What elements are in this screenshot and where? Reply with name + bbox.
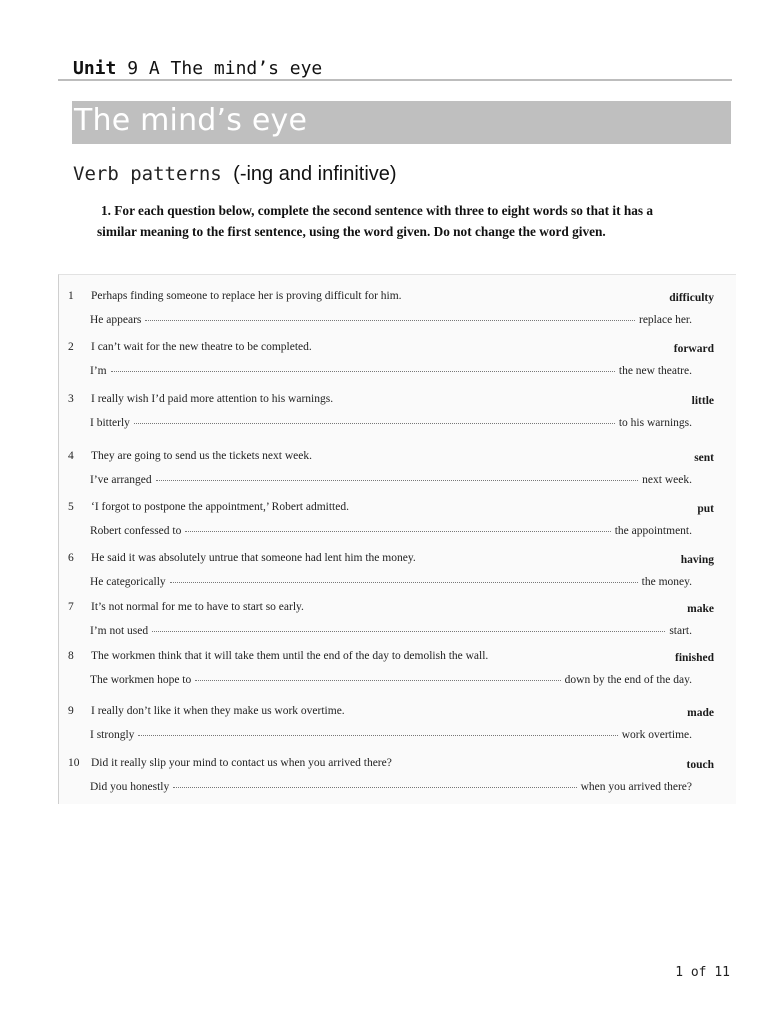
question-sentence: I really wish I’d paid more attention to his warnings. (91, 393, 334, 405)
answer-start: I strongly (90, 729, 135, 741)
answer-blank[interactable] (145, 320, 635, 321)
answer-blank[interactable] (185, 531, 610, 532)
answer-end: replace her. (639, 314, 692, 326)
answer-line (90, 474, 692, 486)
unit-label: Unit (73, 58, 117, 79)
key-word: little (691, 395, 714, 407)
key-word: difficulty (669, 292, 714, 304)
answer-end: down by the end of the day. (564, 674, 692, 686)
question-sentence: They are going to send us the tickets next week. (91, 450, 312, 462)
answer-start: He appears (90, 314, 142, 326)
question-item (59, 450, 736, 502)
question-item (59, 393, 736, 445)
answer-blank[interactable] (195, 680, 560, 681)
key-word: having (680, 554, 714, 566)
instruction-line-2: similar meaning to the first sentence, using the word given. Do not change the word given. (97, 224, 606, 239)
question-number: 5 (68, 501, 74, 513)
question-number: 1 (68, 290, 74, 302)
page-title: The mind’s eye (74, 103, 308, 138)
answer-line (90, 365, 692, 377)
answer-start: I’m (90, 365, 107, 377)
key-word: forward (673, 343, 714, 355)
question-sentence: He said it was absolutely untrue that someone had lent him the money. (91, 552, 416, 564)
answer-end: next week. (642, 474, 692, 486)
question-item (59, 290, 736, 342)
subheading-detail: (-ing and infinitive) (233, 163, 397, 185)
question-item (59, 341, 736, 393)
answer-start: The workmen hope to (90, 674, 192, 686)
question-sentence: The workmen think that it will take them until the end of the day to demolish the wall. (91, 650, 489, 662)
question-item (59, 601, 736, 653)
answer-line (90, 729, 692, 741)
key-word: made (687, 707, 714, 719)
question-number: 8 (68, 650, 74, 662)
answer-start: I’m not used (90, 625, 149, 637)
question-number: 3 (68, 393, 74, 405)
question-number: 4 (68, 450, 74, 462)
question-number: 6 (68, 552, 74, 564)
question-sentence: Did it really slip your mind to contact us when you arrived there? (91, 757, 392, 769)
answer-line (90, 417, 692, 429)
answer-start: Robert confessed to (90, 525, 182, 537)
question-item (59, 650, 736, 702)
question-item (59, 757, 736, 809)
key-word: finished (675, 652, 714, 664)
answer-blank[interactable] (138, 735, 617, 736)
exercise-instruction (97, 200, 757, 242)
answer-line (90, 674, 692, 686)
section-subheading (73, 163, 397, 186)
question-number: 10 (68, 757, 80, 769)
answer-end: the money. (641, 576, 692, 588)
answer-end: the new theatre. (618, 365, 692, 377)
answer-end: work overtime. (621, 729, 692, 741)
unit-title: 9 A The mind’s eye (116, 58, 323, 79)
title-banner (72, 101, 731, 144)
question-sentence: It’s not normal for me to have to start so early. (91, 601, 304, 613)
question-number: 7 (68, 601, 74, 613)
answer-end: start. (669, 625, 692, 637)
question-sentence: I can’t wait for the new theatre to be completed. (91, 341, 312, 353)
question-sentence: ‘I forgot to postpone the appointment,’ Robert admitted. (91, 501, 349, 513)
key-word: touch (686, 759, 714, 771)
answer-start: I bitterly (90, 417, 130, 429)
answer-blank[interactable] (173, 787, 576, 788)
answer-start: I’ve arranged (90, 474, 152, 486)
answer-line (90, 625, 692, 637)
instruction-line-1: 1. For each question below, complete the second sentence with three to eight words so that it has a (101, 203, 654, 218)
answer-line (90, 576, 692, 588)
answer-end: when you arrived there? (580, 781, 692, 793)
answer-start: He categorically (90, 576, 166, 588)
header-divider (58, 79, 732, 81)
question-number: 9 (68, 705, 74, 717)
page-number: 1 of 11 (675, 965, 730, 980)
answer-blank[interactable] (111, 371, 615, 372)
key-word: make (687, 603, 714, 615)
question-item (59, 705, 736, 757)
exercise-scan (58, 274, 736, 804)
question-number: 2 (68, 341, 74, 353)
key-word: sent (694, 452, 714, 464)
answer-blank[interactable] (134, 423, 615, 424)
question-item (59, 501, 736, 553)
answer-line (90, 314, 692, 326)
answer-end: the appointment. (614, 525, 692, 537)
question-sentence: Perhaps finding someone to replace her is proving difficult for him. (91, 290, 402, 302)
unit-header (73, 58, 322, 79)
subheading-topic: Verb patterns (73, 163, 234, 185)
answer-line (90, 781, 692, 793)
answer-blank[interactable] (152, 631, 665, 632)
question-item (59, 552, 736, 604)
answer-start: Did you honestly (90, 781, 170, 793)
answer-line (90, 525, 692, 537)
answer-blank[interactable] (170, 582, 638, 583)
key-word: put (697, 503, 714, 515)
answer-blank[interactable] (156, 480, 639, 481)
answer-end: to his warnings. (618, 417, 692, 429)
question-sentence: I really don’t like it when they make us work overtime. (91, 705, 345, 717)
